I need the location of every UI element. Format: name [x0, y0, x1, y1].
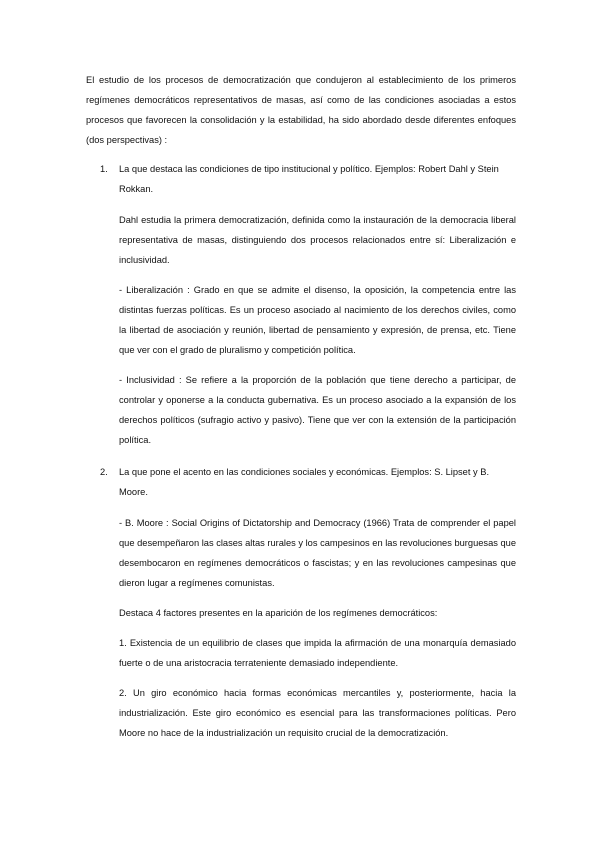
paragraph: Dahl estudia la primera democratización, definida como la instauración de la democracia liberal representativa de masas, distinguiendo dos procesos relacionados entre sí: Liberalización e inclusividad.	[119, 215, 516, 265]
paragraph: 1. Existencia de un equilibrio de clases que impida la afirmación de una monarquía demasiado fuerte o de una aristocracia terrateniente demasiado independiente.	[119, 638, 516, 668]
paragraph: Destaca 4 factores presentes en la aparición de los regímenes democráticos:	[119, 608, 438, 618]
paragraph: - Liberalización : Grado en que se admite el disenso, la oposición, la competencia entre las distintas fuerzas políticas. Es un proceso asociado al nacimiento de los derechos civiles, como la libertad de asociación y reunión, libertad de pensamiento y expresión, de prensa, etc. Tiene que ver con el grado de pluralismo y competición política.	[119, 285, 516, 355]
paragraph: 2. Un giro económico hacia formas económicas mercantiles y, posteriormente, hacia la industrialización. Este giro económico es esencial para las transformaciones políticas. Pero Moore no hace de la industrialización un requisito crucial de la democratización.	[119, 688, 516, 738]
intro-paragraph: El estudio de los procesos de democratización que condujeron al establecimiento de los primeros regímenes democráticos representativos de masas, así como de las condiciones asociadas a estos procesos que favorecen la consolidación y la estabilidad, ha sido abordado desde diferentes enfoques (dos perspectivas) :	[86, 75, 516, 145]
list-number: 1.	[100, 164, 108, 174]
paragraph: - Inclusividad : Se refiere a la proporción de la población que tiene derecho a participar, de controlar y oponerse a la conducta gubernativa. Es un proceso asociado a la expansión de los derechos políticos (sufragio activo y pasivo). Tiene que ver con la extensión de la participación política.	[119, 375, 516, 445]
paragraph: - B. Moore : Social Origins of Dictatorship and Democracy (1966) Trata de comprender el papel que desempeñaron las clases altas rurales y los campesinos en las revoluciones burguesas que desembocaron en regímenes democráticos o fascistas; y en las revoluciones campesinas que dieron lugar a regímenes comunistas.	[119, 518, 516, 588]
document-page	[86, 70, 516, 743]
list-number: 2.	[100, 467, 108, 477]
list-heading: La que destaca las condiciones de tipo institucional y político. Ejemplos: Robert Dahl y Stein Rokkan.	[119, 164, 499, 194]
list-item-2	[86, 462, 516, 743]
list-heading: La que pone el acento en las condiciones sociales y económicas. Ejemplos: S. Lipset y B. Moore.	[119, 467, 490, 497]
list-item-1	[86, 159, 516, 450]
